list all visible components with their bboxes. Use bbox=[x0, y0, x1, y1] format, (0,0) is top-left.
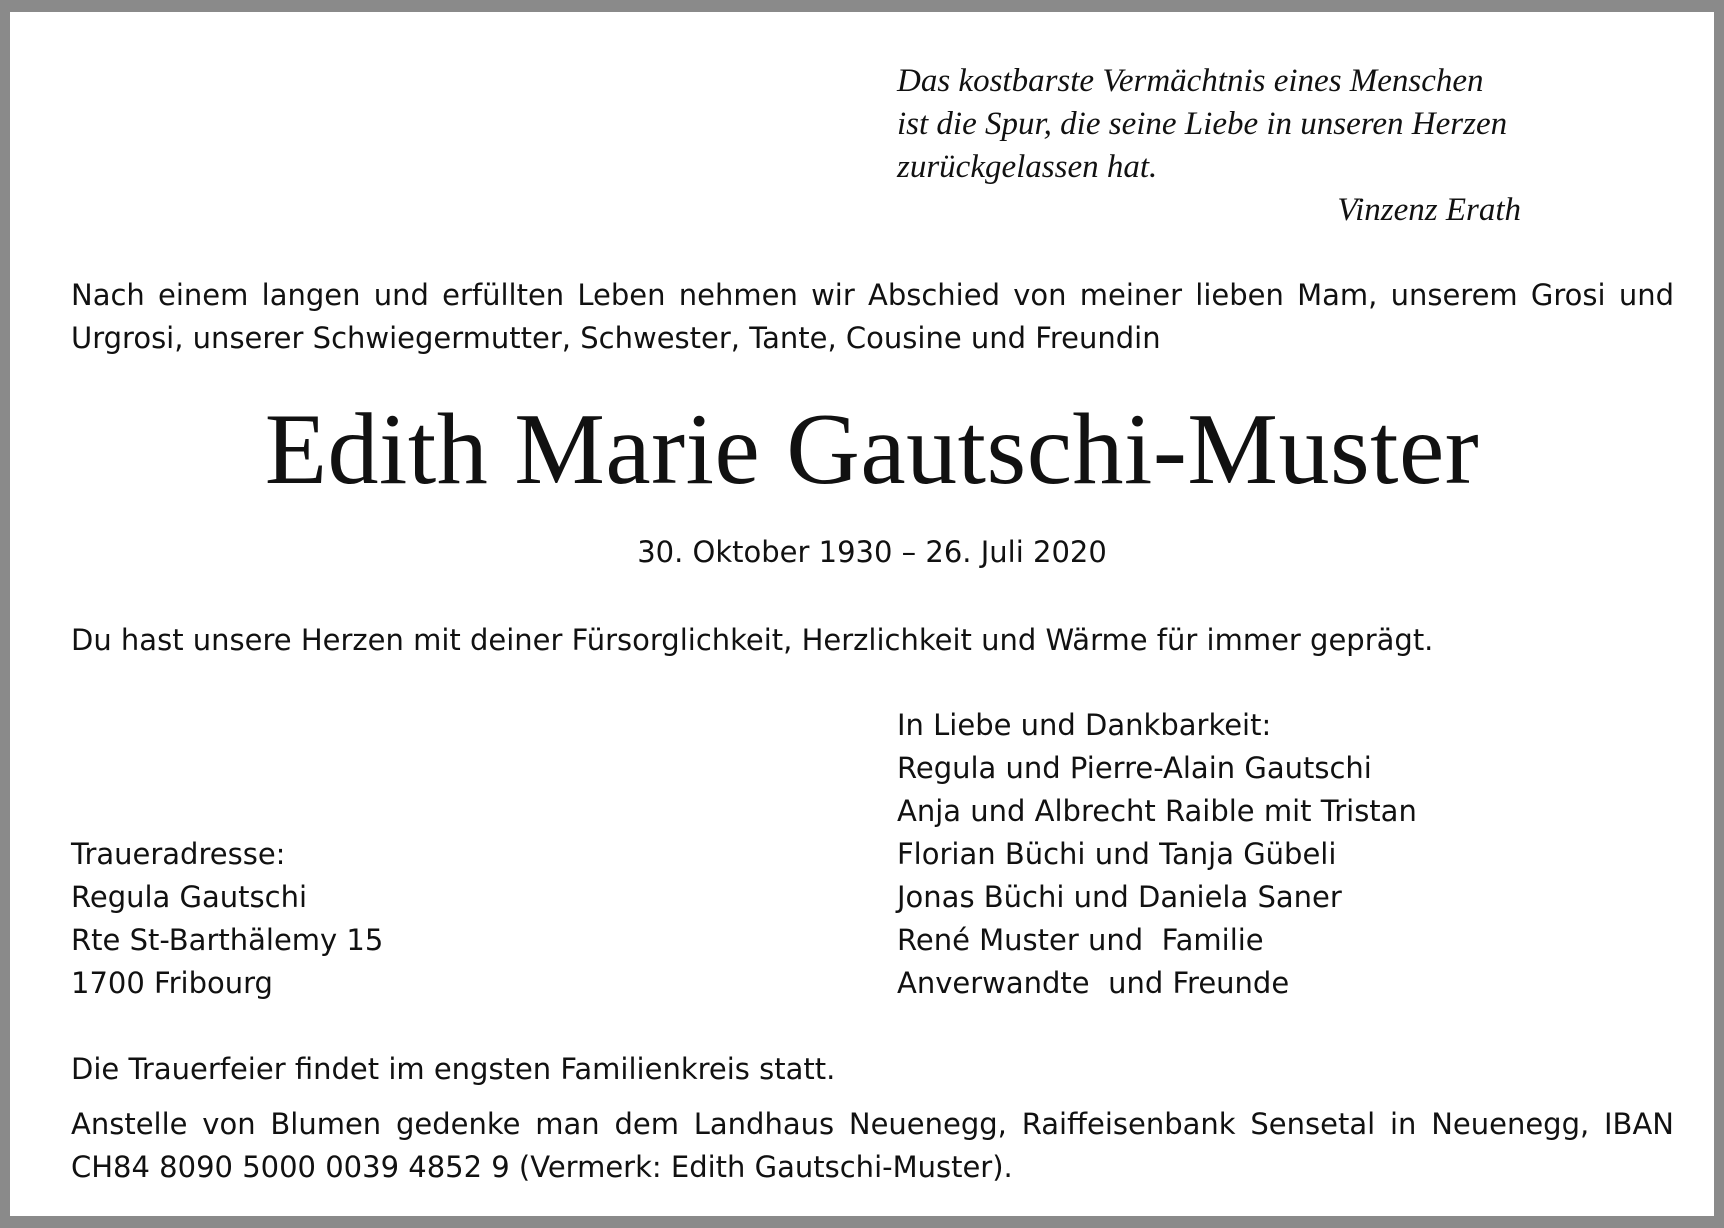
mourning-address bbox=[71, 833, 771, 1005]
mourners-list bbox=[897, 704, 1677, 1005]
ceremony-note: Die Trauerfeier findet im engsten Familienkreis statt. bbox=[71, 1052, 836, 1086]
address-line: 1700 Fribourg bbox=[71, 966, 273, 1000]
quote-line: ist die Spur, die seine Liebe in unseren Herzen bbox=[897, 106, 1508, 142]
intro-paragraph: Nach einem langen und erfüllten Leben nehmen wir Abschied von meiner lieben Mam, unserem Grosi und Urgrosi, unserer Schwiegermutter, Schwester, Tante, Cousine und Freundin bbox=[71, 278, 1674, 355]
quote-author: Vinzenz Erath bbox=[1337, 192, 1521, 228]
mourner-entry: Anverwandte und Freunde bbox=[897, 966, 1290, 1000]
deceased-name: Edith Marie Gautschi-Muster bbox=[264, 393, 1480, 506]
address-line: Regula Gautschi bbox=[71, 880, 308, 914]
address-heading: Traueradresse: bbox=[71, 837, 286, 871]
quote-line: Das kostbarste Vermächtnis eines Menschen bbox=[897, 63, 1484, 99]
address-line: Rte St-Barthälemy 15 bbox=[71, 923, 384, 957]
mourner-entry: Jonas Büchi und Daniela Saner bbox=[897, 880, 1342, 914]
mourner-entry: Regula und Pierre-Alain Gautschi bbox=[897, 751, 1372, 785]
quote-line: zurückgelassen hat. bbox=[897, 149, 1158, 185]
mourner-entry: Anja und Albrecht Raible mit Tristan bbox=[897, 794, 1417, 828]
mourner-entry: Florian Büchi und Tanja Gübeli bbox=[897, 837, 1337, 871]
mourner-entry: René Muster und Familie bbox=[897, 923, 1264, 957]
life-dates: 30. Oktober 1930 – 26. Juli 2020 bbox=[637, 535, 1107, 569]
memorial-quote bbox=[897, 60, 1527, 189]
donation-note: Anstelle von Blumen gedenke man dem Landhaus Neuenegg, Raiffeisenbank Sensetal in Neuenegg, IBAN CH84 8090 5000 0039 4852 9 (Vermerk: Edith Gautschi-Muster). bbox=[71, 1107, 1674, 1184]
mourners-heading: In Liebe und Dankbarkeit: bbox=[897, 708, 1272, 742]
tribute-text: Du hast unsere Herzen mit deiner Fürsorglichkeit, Herzlichkeit und Wärme für immer geprägt. bbox=[71, 623, 1434, 657]
